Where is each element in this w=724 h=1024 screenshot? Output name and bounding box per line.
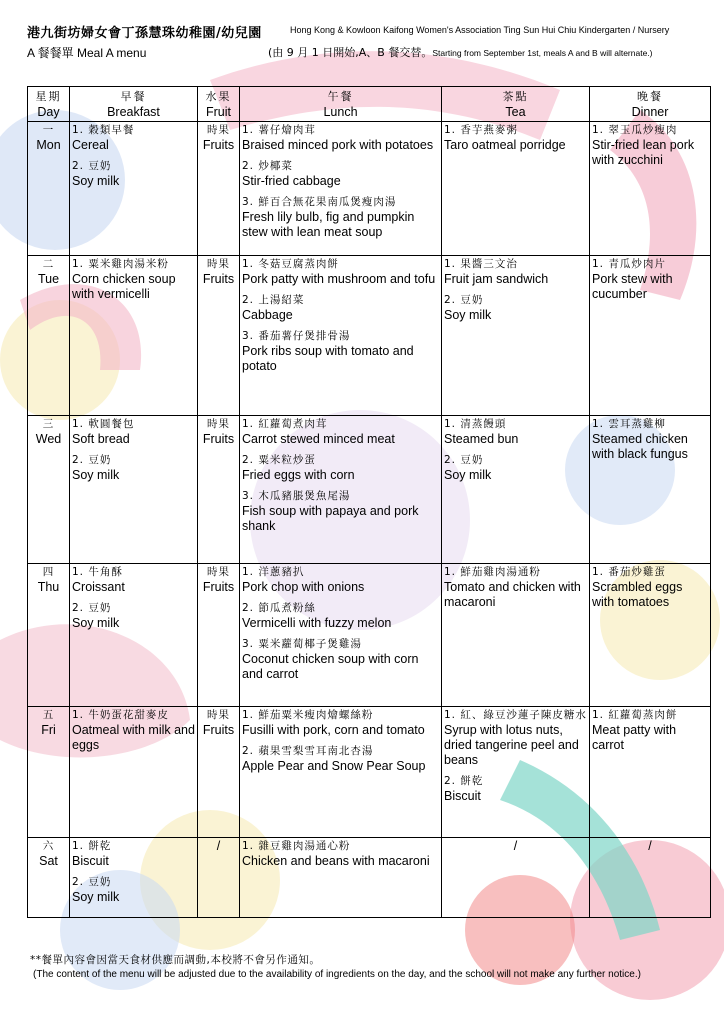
day-cell: 一 Mon <box>28 122 70 256</box>
col-header-dinner: 晚餐 Dinner <box>590 87 711 122</box>
dinner-cell: 1. 青瓜炒肉片 Pork stew with cucumber <box>590 256 711 416</box>
col-header-tea: 茶點 Tea <box>442 87 590 122</box>
dinner-cell: 1. 番茄炒雞蛋 Scrambled eggs with tomatoes <box>590 564 711 707</box>
alternation-note <box>268 44 653 60</box>
col-header-lunch: 午餐 Lunch <box>240 87 442 122</box>
menu-table <box>27 86 711 918</box>
dinner-cell: 1. 雲耳蒸雞柳 Steamed chicken with black fungus <box>590 416 711 564</box>
fruit-cell: 時果 Fruits <box>198 122 240 256</box>
fruit-cell: / <box>198 838 240 918</box>
lunch-cell: 1. 鮮茄粟米瘦肉燴螺絲粉 Fusilli with pork, corn and tomato 2. 蘋果雪梨雪耳南北杏湯 Apple Pear and Snow Pear Soup <box>240 707 442 838</box>
school-name-zh: 港九街坊婦女會丁孫慧珠幼稚園/幼兒園 <box>27 26 262 41</box>
tea-cell: 1. 紅、綠豆沙蓮子陳皮糖水 Syrup with lotus nuts, dried tangerine peel and beans 2. 餅乾 Biscuit <box>442 707 590 838</box>
footer-notes <box>30 952 710 980</box>
day-cell: 五 Fri <box>28 707 70 838</box>
lunch-cell: 1. 洋蔥豬扒 Pork chop with onions 2. 節瓜煮粉絲 Vermicelli with fuzzy melon 3. 粟米蘿蔔椰子煲雞湯 Coconut chicken soup with corn and carrot <box>240 564 442 707</box>
tea-cell: 1. 香芋燕麥粥 Taro oatmeal porridge <box>442 122 590 256</box>
day-cell: 四 Thu <box>28 564 70 707</box>
alternation-note-en: Starting from September 1st, meals A and B will alternate.) <box>432 48 653 58</box>
day-cell: 二 Tue <box>28 256 70 416</box>
table-row-tue <box>28 256 711 416</box>
tea-cell: / <box>442 838 590 918</box>
alternation-note-zh: (由 9 月 1 日開始,A、B 餐交替。 <box>268 46 433 59</box>
table-row-sat <box>28 838 711 918</box>
fruit-cell: 時果 Fruits <box>198 707 240 838</box>
dinner-cell: / <box>590 838 711 918</box>
school-name-en: Hong Kong & Kowloon Kaifong Women's Association Ting Sun Hui Chiu Kindergarten / Nursery <box>290 25 670 35</box>
day-cell: 三 Wed <box>28 416 70 564</box>
menu-label: A 餐餐單 Meal A menu <box>27 46 147 60</box>
breakfast-cell: 1. 粟米雞肉湯米粉 Corn chicken soup with vermicelli <box>70 256 198 416</box>
col-header-fruit: 水果 Fruit <box>198 87 240 122</box>
fruit-cell: 時果 Fruits <box>198 256 240 416</box>
lunch-cell: 1. 紅蘿蔔煮肉茸 Carrot stewed minced meat 2. 粟米粒炒蛋 Fried eggs with corn 3. 木瓜豬脹煲魚尾湯 Fish soup with papaya and pork shank <box>240 416 442 564</box>
breakfast-cell: 1. 餅乾 Biscuit 2. 豆奶 Soy milk <box>70 838 198 918</box>
table-row-fri <box>28 707 711 838</box>
breakfast-cell: 1. 穀類早餐 Cereal 2. 豆奶 Soy milk <box>70 122 198 256</box>
table-row-thu <box>28 564 711 707</box>
lunch-cell: 1. 薯仔燴肉茸 Braised minced pork with potatoes 2. 炒椰菜 Stir-fried cabbage 3. 鮮百合無花果南瓜煲瘦肉湯 Fresh lily bulb, fig and pumpkin stew with lean meat soup <box>240 122 442 256</box>
table-row-wed <box>28 416 711 564</box>
col-header-breakfast: 早餐 Breakfast <box>70 87 198 122</box>
tea-cell: 1. 鮮茄雞肉湯通粉 Tomato and chicken with macaroni <box>442 564 590 707</box>
footer-note-en: (The content of the menu will be adjusted due to the availability of ingredients on the day, and the school will not make any further notice.) <box>33 969 641 980</box>
col-header-day: 星期 Day <box>28 87 70 122</box>
lunch-cell: 1. 冬菇豆腐蒸肉餅 Pork patty with mushroom and tofu 2. 上湯紹菜 Cabbage 3. 番茄薯仔煲排骨湯 Pork ribs soup with tomato and potato <box>240 256 442 416</box>
breakfast-cell: 1. 牛奶蛋花甜麥皮 Oatmeal with milk and eggs <box>70 707 198 838</box>
tea-cell: 1. 果醬三文治 Fruit jam sandwich 2. 豆奶 Soy milk <box>442 256 590 416</box>
footer-note-zh: **餐單內容會因當天食材供應而調動,本校將不會另作通知。 <box>30 954 321 966</box>
table-row-mon <box>28 122 711 256</box>
header-row <box>28 87 711 122</box>
fruit-cell: 時果 Fruits <box>198 564 240 707</box>
breakfast-cell: 1. 軟圓餐包 Soft bread 2. 豆奶 Soy milk <box>70 416 198 564</box>
dinner-cell: 1. 翠玉瓜炒瘦肉 Stir-fried lean pork with zucchini <box>590 122 711 256</box>
breakfast-cell: 1. 牛角酥 Croissant 2. 豆奶 Soy milk <box>70 564 198 707</box>
lunch-cell: 1. 雜豆雞肉湯通心粉 Chicken and beans with macaroni <box>240 838 442 918</box>
fruit-cell: 時果 Fruits <box>198 416 240 564</box>
dinner-cell: 1. 紅蘿蔔蒸肉餅 Meat patty with carrot <box>590 707 711 838</box>
tea-cell: 1. 清蒸饅頭 Steamed bun 2. 豆奶 Soy milk <box>442 416 590 564</box>
day-cell: 六 Sat <box>28 838 70 918</box>
